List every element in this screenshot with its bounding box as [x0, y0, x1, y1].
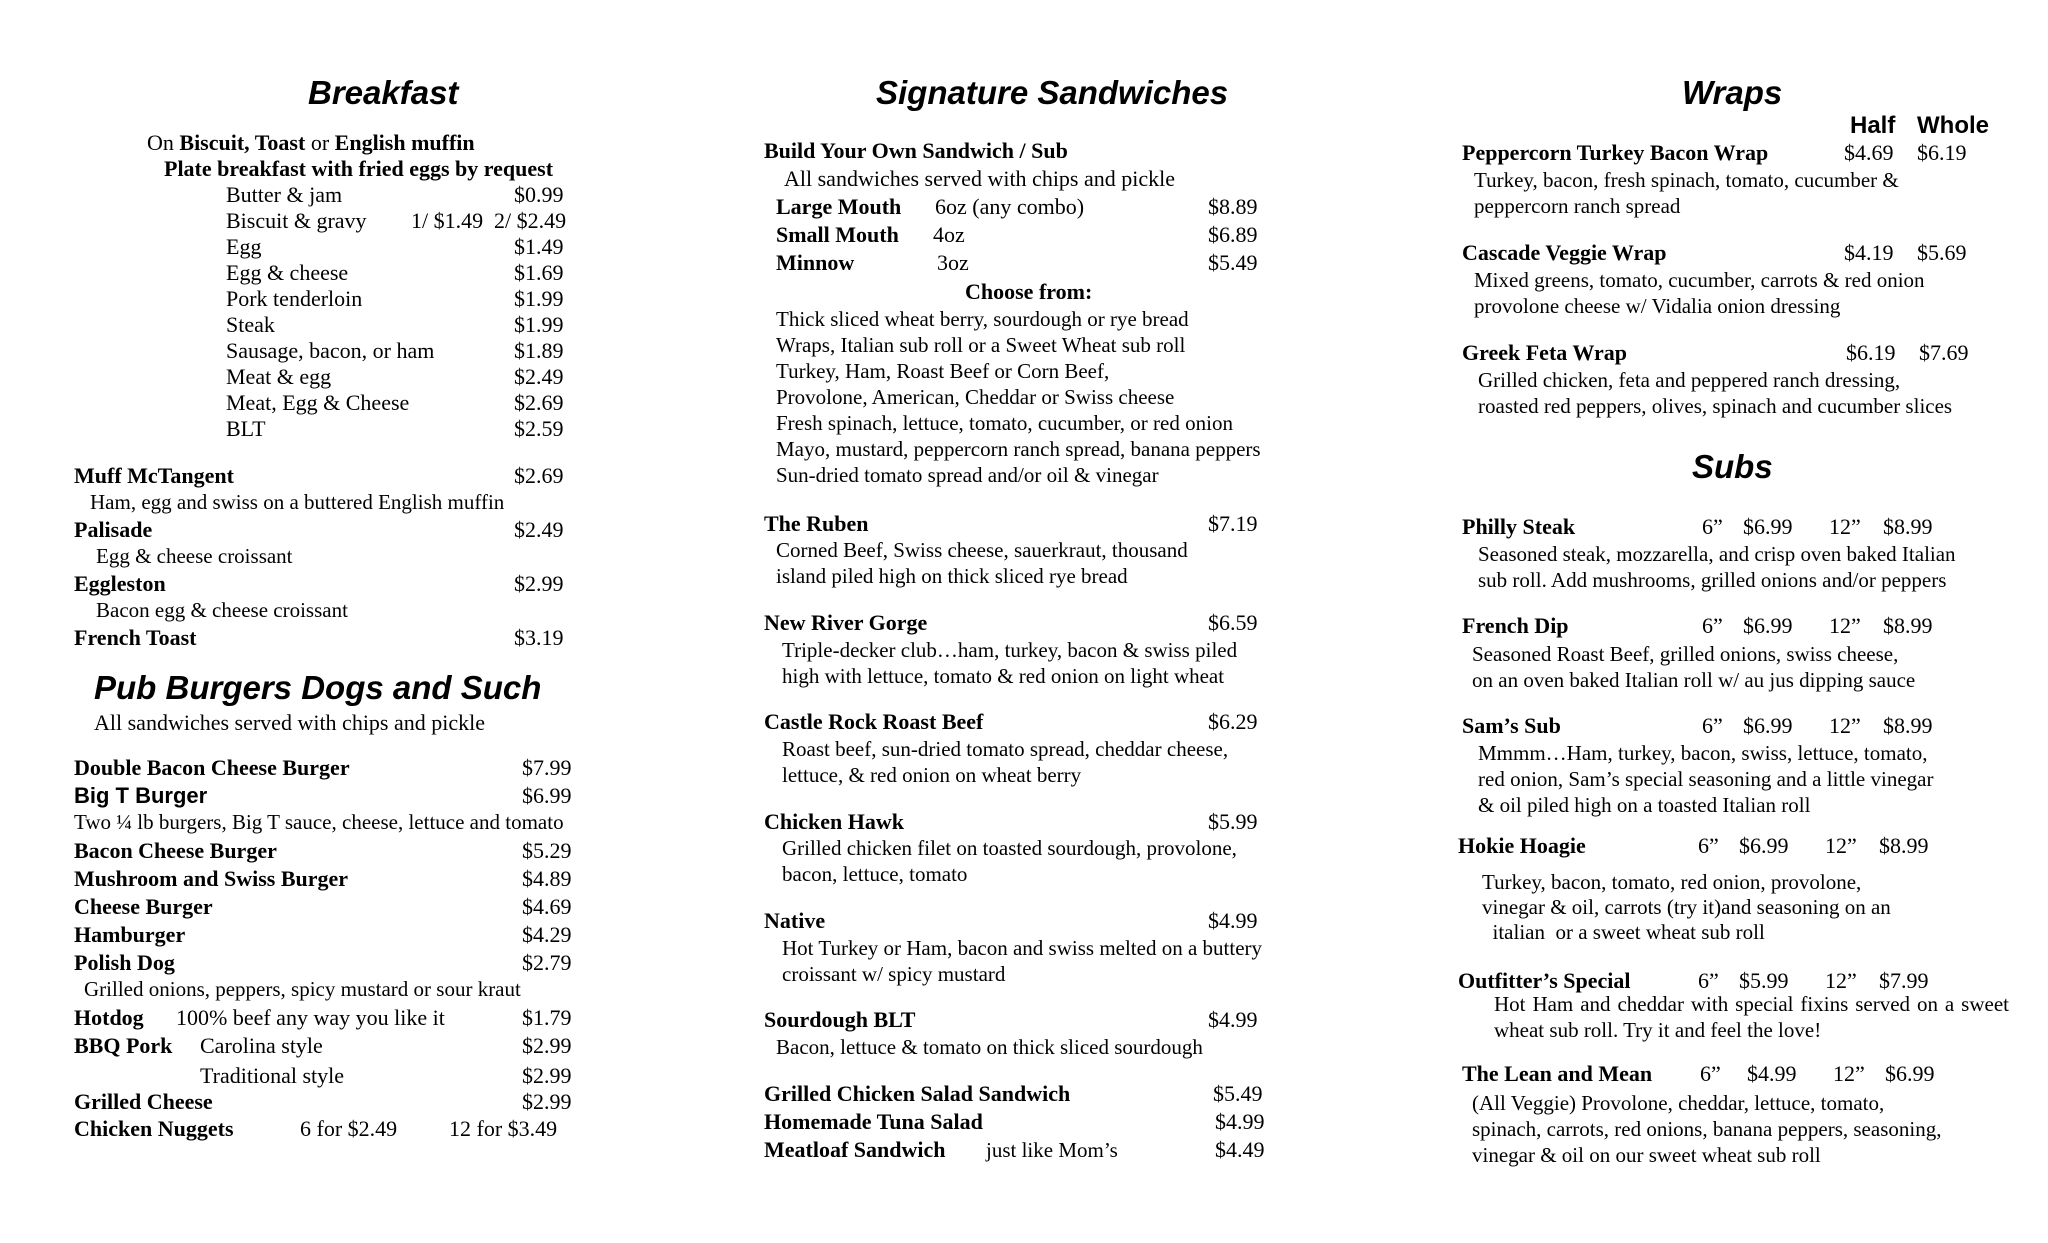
list-item-name: Steak [226, 312, 275, 337]
sub-price-6: $5.99 [1739, 968, 1789, 993]
sub-size-6: 6” [1698, 968, 1719, 993]
sub-desc: & oil piled high on a toasted Italian roll [1478, 793, 1811, 817]
menu-item-name: Bacon Cheese Burger [74, 838, 277, 863]
list-item-price: $1.49 [514, 234, 564, 259]
pub-subtitle: All sandwiches served with chips and pickle [94, 710, 486, 735]
sandwich-desc: croissant w/ spicy mustard [782, 962, 1006, 986]
list-item-name: Meat & egg [226, 364, 332, 389]
choose-from-title: Choose from: [965, 279, 1093, 304]
sandwich-price: $7.19 [1208, 511, 1258, 536]
extra-name: Homemade Tuna Salad [764, 1109, 983, 1134]
wrap-half-price: $4.69 [1844, 140, 1894, 165]
sub-size-12: 12” [1833, 1061, 1865, 1086]
menu-item-desc: Two ¼ lb burgers, Big T sauce, cheese, lettuce and tomato [74, 810, 564, 834]
choice-line: Mayo, mustard, peppercorn ranch spread, banana peppers [776, 437, 1261, 461]
sub-name: Sam’s Sub [1462, 713, 1561, 738]
sub-desc: on an oven baked Italian roll w/ au jus dipping sauce [1472, 668, 1916, 692]
sandwich-price: $4.99 [1208, 908, 1258, 933]
menu-item-name: Grilled Cheese [74, 1089, 213, 1114]
menu-item-price: $7.99 [522, 755, 572, 780]
sub-desc: vinegar & oil, carrots (try it)and seasoning on an [1482, 895, 1891, 919]
sub-price-12: $8.99 [1883, 713, 1933, 738]
sub-price-12: $8.99 [1883, 613, 1933, 638]
menu-item-note: Traditional style [200, 1063, 345, 1088]
choice-line: Fresh spinach, lettuce, tomato, cucumber, or red onion [776, 411, 1233, 435]
sandwich-desc: Corned Beef, Swiss cheese, sauerkraut, thousand [776, 538, 1188, 562]
sub-size-12: 12” [1825, 968, 1857, 993]
wrap-desc: roasted red peppers, olives, spinach and cucumber slices [1478, 394, 1953, 418]
size-weight: 4oz [933, 222, 965, 247]
size-weight: 6oz (any combo) [935, 194, 1085, 219]
sub-desc: red onion, Sam’s special seasoning and a little vinegar [1478, 767, 1934, 791]
sub-desc: Seasoned steak, mozzarella, and crisp oven baked Italian [1478, 542, 1956, 566]
menu-item-name: Polish Dog [74, 950, 175, 975]
intro-on-text: On [147, 130, 180, 155]
list-item-name: Sausage, bacon, or ham [226, 338, 435, 363]
menu-item-name: BBQ Pork [74, 1033, 173, 1058]
choice-line: Provolone, American, Cheddar or Swiss cheese [776, 385, 1175, 409]
list-item-price: $1.99 [514, 312, 564, 337]
size-price: $5.49 [1208, 250, 1258, 275]
sub-desc: Mmmm…Ham, turkey, bacon, swiss, lettuce, tomato, [1478, 741, 1928, 765]
menu-item-price: $2.99 [522, 1033, 572, 1058]
sub-name: Hokie Hoagie [1458, 833, 1586, 858]
sub-size-12: 12” [1829, 713, 1861, 738]
list-item-price: $0.99 [514, 182, 564, 207]
extra-name: Grilled Chicken Salad Sandwich [764, 1081, 1071, 1106]
menu-item-name: Hamburger [74, 922, 186, 947]
menu-item-name: Hotdog [74, 1005, 144, 1030]
breakfast-heading: Breakfast [308, 74, 459, 111]
extra-price: $4.49 [1215, 1137, 1265, 1162]
sandwich-price: $6.59 [1208, 610, 1258, 635]
menu-item-name: Mushroom and Swiss Burger [74, 866, 349, 891]
sandwich-price: $6.29 [1208, 709, 1258, 734]
sub-price-12: $7.99 [1879, 968, 1929, 993]
list-item-price: $1.89 [514, 338, 564, 363]
list-item-price: $1.99 [514, 286, 564, 311]
wrap-name: Peppercorn Turkey Bacon Wrap [1462, 140, 1769, 165]
sub-price-12: $8.99 [1879, 833, 1929, 858]
special-desc: Egg & cheese croissant [96, 544, 293, 568]
intro-biscuit-text: Biscuit, Toast [179, 130, 306, 155]
sandwich-desc: Triple-decker club…ham, turkey, bacon & swiss piled [782, 638, 1238, 662]
sub-size-12: 12” [1829, 613, 1861, 638]
wrap-desc: provolone cheese w/ Vidalia onion dressing [1474, 294, 1841, 318]
list-item-name: Egg & cheese [226, 260, 349, 285]
sub-name: The Lean and Mean [1462, 1061, 1653, 1086]
sandwich-name: Sourdough BLT [764, 1007, 916, 1032]
sandwich-name: Native [764, 908, 826, 933]
wrap-desc: Mixed greens, tomato, cucumber, carrots & red onion [1474, 268, 1925, 292]
extra-price: $4.99 [1215, 1109, 1265, 1134]
intro-or-text: or [305, 130, 335, 155]
sandwich-desc: lettuce, & red onion on wheat berry [782, 763, 1082, 787]
sub-desc: vinegar & oil on our sweet wheat sub roll [1472, 1143, 1821, 1167]
sub-desc: italian or a sweet wheat sub roll [1482, 920, 1765, 944]
list-item-price: $2.69 [514, 390, 564, 415]
wrap-name: Greek Feta Wrap [1462, 340, 1627, 365]
list-item-name: Meat, Egg & Cheese [226, 390, 410, 415]
sandwich-desc: bacon, lettuce, tomato [782, 862, 968, 886]
sandwich-name: Castle Rock Roast Beef [764, 709, 984, 734]
special-name: Muff McTangent [74, 463, 234, 488]
intro-muffin-text: English muffin [334, 130, 475, 155]
sandwich-desc: island piled high on thick sliced rye bread [776, 564, 1128, 588]
menu-item-price: $2.79 [522, 950, 572, 975]
menu-item-price: $1.79 [522, 1005, 572, 1030]
choice-line: Turkey, Ham, Roast Beef or Corn Beef, [776, 359, 1110, 383]
half-column-label: Half [1850, 112, 1896, 139]
special-name: Eggleston [74, 571, 166, 596]
menu-item-note: 100% beef any way you like it [176, 1005, 445, 1030]
sub-name: French Dip [1462, 613, 1569, 638]
menu-item-price: $6.99 [522, 783, 572, 808]
sandwich-name: The Ruben [764, 511, 869, 536]
breakfast-bread-options [147, 132, 475, 154]
sandwich-price: $5.99 [1208, 809, 1258, 834]
special-desc: Bacon egg & cheese croissant [96, 598, 348, 622]
sub-desc: (All Veggie) Provolone, cheddar, lettuce, tomato, [1472, 1091, 1885, 1115]
sub-size-12: 12” [1825, 833, 1857, 858]
menu-item-note: Carolina style [200, 1033, 323, 1058]
list-item-price: $1.69 [514, 260, 564, 285]
sub-size-6: 6” [1702, 713, 1723, 738]
sub-size-6: 6” [1702, 514, 1723, 539]
sub-size-6: 6” [1698, 833, 1719, 858]
size-name: Small Mouth [776, 222, 899, 247]
sandwich-price: $4.99 [1208, 1007, 1258, 1032]
menu-item-name: Double Bacon Cheese Burger [74, 755, 350, 780]
wrap-whole-price: $7.69 [1919, 340, 1969, 365]
build-your-own-note: All sandwiches served with chips and pickle [784, 166, 1176, 191]
sub-price-6: $4.99 [1747, 1061, 1797, 1086]
special-price: $2.49 [514, 517, 564, 542]
choice-line: Thick sliced wheat berry, sourdough or rye bread [776, 307, 1189, 331]
menu-item-price: $2.99 [522, 1089, 572, 1114]
sandwich-name: New River Gorge [764, 610, 928, 635]
menu-item-option: 6 for $2.49 [300, 1116, 398, 1141]
extra-price: $5.49 [1213, 1081, 1263, 1106]
signature-heading: Signature Sandwiches [876, 74, 1229, 111]
list-item-price: 2/ $2.49 [494, 208, 567, 233]
wrap-whole-price: $6.19 [1917, 140, 1967, 165]
size-weight: 3oz [937, 250, 969, 275]
sub-size-6: 6” [1700, 1061, 1721, 1086]
sub-name: Outfitter’s Special [1458, 968, 1631, 993]
wrap-whole-price: $5.69 [1917, 240, 1967, 265]
sub-desc: Seasoned Roast Beef, grilled onions, swiss cheese, [1472, 642, 1899, 666]
sub-name: Philly Steak [1462, 514, 1576, 539]
choice-line: Sun-dried tomato spread and/or oil & vinegar [776, 463, 1159, 487]
wrap-half-price: $6.19 [1846, 340, 1896, 365]
sub-price-12: $8.99 [1883, 514, 1933, 539]
special-price: $2.99 [514, 571, 564, 596]
sandwich-desc: high with lettuce, tomato & red onion on light wheat [782, 664, 1225, 688]
list-item-price: $2.49 [514, 364, 564, 389]
menu-item-price: $4.29 [522, 922, 572, 947]
wrap-half-price: $4.19 [1844, 240, 1894, 265]
size-name: Large Mouth [776, 194, 902, 219]
special-price: $2.69 [514, 463, 564, 488]
list-item-price-single: 1/ $1.49 [411, 208, 484, 233]
breakfast-plate-note: Plate breakfast with fried eggs by request [164, 156, 554, 181]
sandwich-name: Chicken Hawk [764, 809, 904, 834]
wraps-heading: Wraps [1682, 74, 1783, 111]
special-name: French Toast [74, 625, 197, 650]
sub-size-6: 6” [1702, 613, 1723, 638]
menu-item-name: Cheese Burger [74, 894, 213, 919]
choice-line: Wraps, Italian sub roll or a Sweet Wheat sub roll [776, 333, 1186, 357]
pub-heading: Pub Burgers Dogs and Such [94, 669, 542, 706]
sub-price-6: $6.99 [1743, 514, 1793, 539]
menu-item-price: $2.99 [522, 1063, 572, 1088]
size-price: $6.89 [1208, 222, 1258, 247]
sub-price-6: $6.99 [1743, 613, 1793, 638]
sandwich-desc: Bacon, lettuce & tomato on thick sliced sourdough [776, 1035, 1203, 1059]
special-name: Palisade [74, 517, 153, 542]
build-your-own-title: Build Your Own Sandwich / Sub [764, 138, 1068, 163]
wrap-desc: Turkey, bacon, fresh spinach, tomato, cucumber & [1474, 168, 1899, 192]
sandwich-desc: Roast beef, sun-dried tomato spread, cheddar cheese, [782, 737, 1229, 761]
extra-name: Meatloaf Sandwich [764, 1137, 946, 1162]
wrap-desc: Grilled chicken, feta and peppered ranch dressing, [1478, 368, 1901, 392]
whole-column-label: Whole [1917, 112, 1989, 139]
menu-item-price: $4.89 [522, 866, 572, 891]
menu-item-option: 12 for $3.49 [449, 1116, 558, 1141]
size-price: $8.89 [1208, 194, 1258, 219]
sandwich-desc: Grilled chicken filet on toasted sourdough, provolone, [782, 836, 1237, 860]
list-item-name: Butter & jam [226, 182, 343, 207]
sub-price-6: $6.99 [1743, 713, 1793, 738]
sub-size-12: 12” [1829, 514, 1861, 539]
wrap-desc: peppercorn ranch spread [1474, 194, 1681, 218]
special-desc: Ham, egg and swiss on a buttered English muffin [90, 490, 505, 514]
menu-item-name: Chicken Nuggets [74, 1116, 234, 1141]
sub-desc: spinach, carrots, red onions, banana peppers, seasoning, [1472, 1117, 1942, 1141]
sub-desc: Hot Ham and cheddar with special fixins served on a sweet wheat sub roll. Try it and feel the love! [1494, 992, 2009, 1042]
menu-item-price: $4.69 [522, 894, 572, 919]
subs-heading: Subs [1692, 448, 1773, 485]
list-item-name: Egg [226, 234, 262, 259]
sub-price-6: $6.99 [1739, 833, 1789, 858]
sub-desc: sub roll. Add mushrooms, grilled onions and/or peppers [1478, 568, 1947, 592]
list-item-price: $2.59 [514, 416, 564, 441]
list-item-name: Biscuit & gravy [226, 208, 367, 233]
special-price: $3.19 [514, 625, 564, 650]
wrap-name: Cascade Veggie Wrap [1462, 240, 1667, 265]
size-name: Minnow [776, 250, 855, 275]
menu-item-desc: Grilled onions, peppers, spicy mustard or sour kraut [84, 977, 521, 1001]
sub-desc: Turkey, bacon, tomato, red onion, provolone, [1482, 870, 1862, 894]
extra-note: just like Mom’s [986, 1138, 1118, 1162]
menu-item-name: Big T Burger [74, 783, 208, 808]
menu-item-price: $5.29 [522, 838, 572, 863]
sub-price-12: $6.99 [1885, 1061, 1935, 1086]
list-item-name: BLT [226, 416, 266, 441]
list-item-name: Pork tenderloin [226, 286, 363, 311]
sandwich-desc: Hot Turkey or Ham, bacon and swiss melted on a buttery [782, 936, 1263, 960]
